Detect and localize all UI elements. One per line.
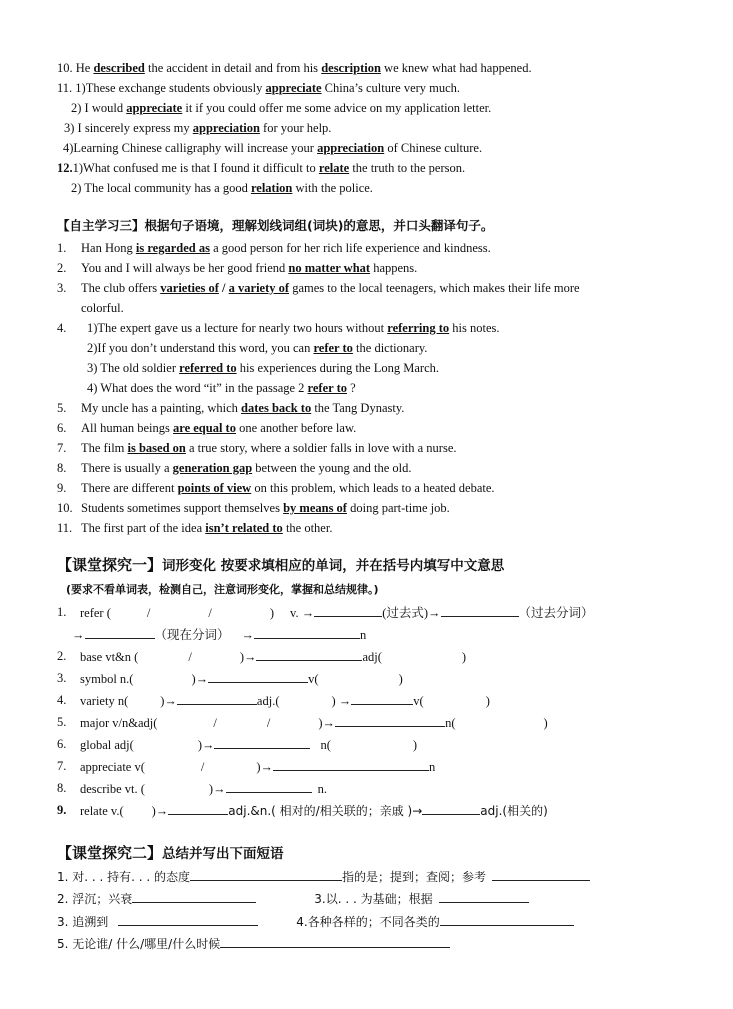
list-item [57, 300, 124, 316]
sentence-10: 10. He described the accident in detail and from his description we knew what had happened. [57, 61, 532, 75]
wordform-appreciate: appreciate v( / )→ n [80, 760, 436, 774]
sentence-text: doing part-time job. [346, 501, 450, 515]
key-phrase: a variety of [228, 281, 290, 295]
key-phrase: refer to [307, 381, 347, 395]
key-phrase: points of view [177, 481, 252, 495]
section-heading: 【自主学习三】根据句子语境，理解划线词组(词块)的意思，并口头翻译句子。 [57, 218, 494, 233]
sentence-text: the other. [282, 521, 333, 535]
sentence-text: 4) What does the word “it” in the passage 2 [87, 381, 308, 395]
list-item [57, 380, 356, 396]
answer-blank[interactable] [439, 890, 529, 903]
sentence-text: one another before law. [235, 421, 357, 435]
key-word: relation [250, 181, 293, 195]
sentence-text: Han Hong [81, 241, 136, 255]
answer-blank[interactable] [335, 714, 445, 727]
wordform-describe: describe vt. ( )→ n. [80, 782, 327, 796]
answer-blank[interactable] [214, 736, 310, 749]
item-number: 9. [57, 803, 67, 817]
item-number: 1. [57, 241, 67, 255]
item-number: 10. [57, 501, 73, 515]
wordform-refer-cont: → （现在分词） → n [72, 628, 367, 642]
item-number: 6. [57, 421, 67, 435]
list-item [57, 460, 412, 476]
list-item [57, 520, 332, 536]
sentence-text: The film [81, 441, 128, 455]
list-item [57, 280, 580, 296]
phrase-row-3: 3. 追溯到 4.各种各样的；不同各类的 [57, 913, 574, 930]
sentence-text: between the young and the old. [252, 461, 412, 475]
phrase-row-4: 5. 无论谁/ 什么/哪里/什么时候 [57, 935, 450, 952]
key-phrase: referred to [179, 361, 237, 375]
item-number: 8. [57, 781, 67, 795]
list-item [57, 240, 491, 256]
sentence-12-2: 2) The local community has a good relation with the police. [71, 181, 373, 195]
key-word: description [321, 61, 381, 75]
wordform-global: global adj( )→ n( ) [80, 738, 418, 752]
sentence-text: 1)The expert gave us a lecture for nearly two hours without [87, 321, 388, 335]
answer-blank[interactable] [220, 935, 450, 948]
phrase-row-2: 2. 浮沉；兴衰 3.以. . . 为基础；根据 [57, 890, 529, 907]
sentence-text: his experiences during the Long March. [236, 361, 439, 375]
sentence-11-4: 4)Learning Chinese calligraphy will increase your appreciation of Chinese culture. [63, 141, 483, 155]
sentence-text: a good person for her rich life experience and kindness. [209, 241, 491, 255]
sentence-text: a true story, where a soldier falls in love with a nurse. [185, 441, 457, 455]
wordform-relate: relate v.( )→ adj.&n.( 相对的/相关联的；亲戚 )→ adj.(相关的) [80, 804, 548, 818]
explore1-heading: 【课堂探究一】词形变化 按要求填相应的单词，并在括号内填写中文意思 [57, 556, 505, 574]
list-item [57, 480, 495, 496]
list-item [57, 320, 500, 336]
answer-blank[interactable] [168, 802, 228, 815]
item-number: 11. [57, 521, 73, 535]
key-word: appreciate [126, 101, 183, 115]
item-number: 1. [57, 605, 67, 619]
answer-blank[interactable] [226, 780, 312, 793]
item-number: 2. [57, 649, 67, 663]
item-number: 3. [57, 281, 67, 295]
key-phrase: no matter what [288, 261, 371, 275]
sentence-text: colorful. [81, 301, 124, 315]
item-number: 5. [57, 401, 67, 415]
item-number: 5. [57, 715, 67, 729]
explore2-heading: 【课堂探究二】总结并写出下面短语 [57, 844, 284, 862]
key-phrase: dates back to [241, 401, 312, 415]
sentence-12-1: 12.1)What confused me is that I found it difficult to relate the truth to the person. [57, 161, 466, 175]
sentence-text: All human beings [81, 421, 174, 435]
list-item [57, 360, 439, 376]
answer-blank[interactable] [208, 670, 308, 683]
answer-blank[interactable] [440, 913, 574, 926]
answer-blank[interactable] [254, 626, 360, 639]
wordform-major: major v/n&adj( / / )→ n( ) [80, 716, 548, 730]
sentence-text: You and I will always be her good friend [81, 261, 289, 275]
item-number: 8. [57, 461, 67, 475]
sentence-text: The club offers [81, 281, 161, 295]
sentence-11-1: 11. 1)These exchange students obviously appreciate China’s culture very much. [57, 81, 461, 95]
item-number: 7. [57, 441, 67, 455]
wordform-symbol: symbol n.( )→ v( ) [80, 672, 403, 686]
separator: / [218, 281, 229, 295]
answer-blank[interactable] [492, 868, 590, 881]
key-phrase: is based on [127, 441, 186, 455]
sentence-text: There are different [81, 481, 178, 495]
sentence-text: Students sometimes support themselves [81, 501, 284, 515]
list-item [57, 500, 450, 516]
answer-blank[interactable] [118, 913, 258, 926]
wordform-base: base vt&n ( / )→ adj( ) [80, 650, 467, 664]
answer-blank[interactable] [351, 692, 413, 705]
phrase-row-1: 1. 对. . . 持有. . . 的态度 指的是；提到；查阅；参考 [57, 868, 590, 885]
answer-blank[interactable] [132, 890, 256, 903]
sentence-11-2: 2) I would appreciate it if you could offer me some advice on my application letter. [71, 101, 492, 115]
answer-blank[interactable] [177, 692, 257, 705]
key-word: appreciation [192, 121, 260, 135]
key-phrase: by means of [283, 501, 347, 515]
sentence-text: games to the local teenagers, which makes their life more [289, 281, 580, 295]
key-phrase: isn’t related to [205, 521, 283, 535]
explore1-note: (要求不看单词表，检测自己，注意词形变化，掌握和总结规律。) [66, 583, 379, 596]
sentence-text: There is usually a [81, 461, 173, 475]
item-number: 6. [57, 737, 67, 751]
sentence-text: 3) The old soldier [87, 361, 180, 375]
item-number: 4. [57, 693, 67, 707]
wordform-refer: refer ( / / ) v. → (过去式)→ （过去分词） [80, 606, 594, 620]
key-word: described [93, 61, 145, 75]
list-item [57, 400, 404, 416]
sentence-text: the Tang Dynasty. [311, 401, 405, 415]
key-word: relate [318, 161, 350, 175]
sentence-text: My uncle has a painting, which [81, 401, 242, 415]
wordform-variety: variety n( )→ adj.( ) → v( ) [80, 694, 490, 708]
list-item [57, 440, 457, 456]
key-phrase: refer to [313, 341, 353, 355]
sentence-11-3: 3) I sincerely express my appreciation for your help. [64, 121, 332, 135]
key-phrase: referring to [387, 321, 450, 335]
list-item [57, 260, 417, 276]
key-word: appreciate [265, 81, 322, 95]
answer-blank[interactable] [441, 604, 519, 617]
sentence-text: happens. [370, 261, 418, 275]
answer-blank[interactable] [190, 868, 342, 881]
key-word: appreciation [317, 141, 385, 155]
sentence-text: on this problem, which leads to a heated debate. [251, 481, 495, 495]
sentence-text: the dictionary. [352, 341, 428, 355]
item-number: 3. [57, 671, 67, 685]
item-number: 4. [57, 321, 67, 335]
item-number: 9. [57, 481, 67, 495]
sentence-text: ? [347, 381, 356, 395]
answer-blank[interactable] [85, 626, 155, 639]
list-item [57, 420, 356, 436]
answer-blank[interactable] [314, 604, 382, 617]
item-number: 2. [57, 261, 67, 275]
item-number: 7. [57, 759, 67, 773]
answer-blank[interactable] [273, 758, 429, 771]
sentence-text: 2)If you don’t understand this word, you can [87, 341, 314, 355]
key-phrase: varieties of [160, 281, 219, 295]
key-phrase: is regarded as [135, 241, 210, 255]
list-item [57, 340, 427, 356]
key-phrase: generation gap [172, 461, 253, 475]
answer-blank[interactable] [256, 648, 362, 661]
sentence-text: his notes. [449, 321, 500, 335]
answer-blank[interactable] [422, 802, 480, 815]
sentence-text: The first part of the idea [81, 521, 206, 535]
key-phrase: are equal to [173, 421, 236, 435]
